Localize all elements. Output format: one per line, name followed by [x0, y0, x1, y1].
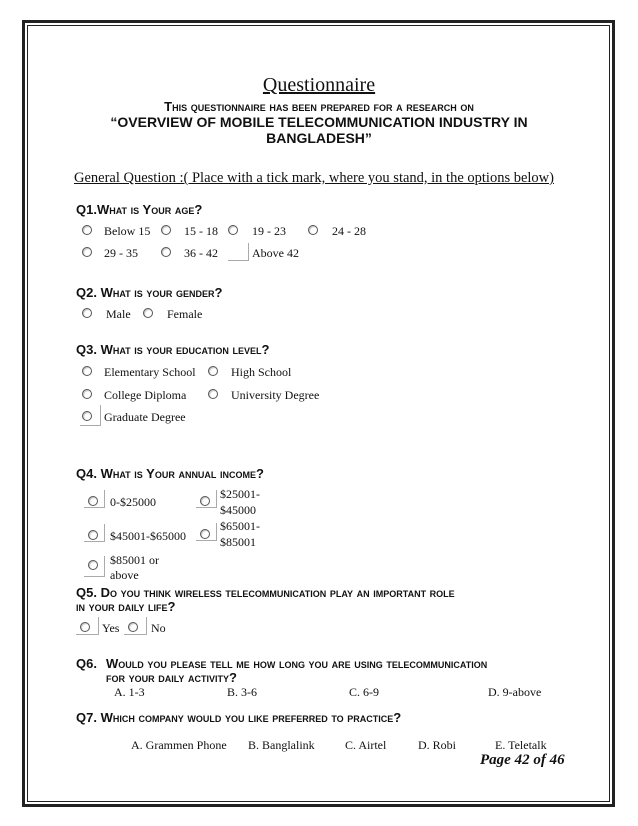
subtitle-line-3: BANGLADESH” — [266, 130, 372, 146]
question-3: Q3. What is your education level? — [76, 342, 270, 357]
option-15-18: 15 - 18 — [184, 224, 218, 238]
option-box-45001-65000 — [84, 524, 105, 542]
radio-high-school[interactable] — [208, 366, 218, 376]
option-9-above[interactable]: D. 9-above — [488, 685, 542, 699]
subtitle-line-1: This questionnaire has been prepared for a research on — [164, 99, 474, 114]
option-teletalk[interactable]: E. Teletalk — [495, 738, 547, 752]
radio-male[interactable] — [82, 308, 92, 318]
option-grammen-phone[interactable]: A. Grammen Phone — [131, 738, 227, 752]
option-25001-45000-line1: $25001- — [220, 487, 260, 501]
radio-university-degree[interactable] — [208, 389, 218, 399]
document-title: Questionnaire — [262, 74, 376, 96]
option-box-graduate — [80, 405, 101, 426]
option-above-42: Above 42 — [252, 246, 299, 260]
option-box-25001-45000 — [196, 490, 217, 508]
question-1 — [76, 202, 202, 217]
radio-college-diploma[interactable] — [82, 389, 92, 399]
option-65001-85001-line2: $85001 — [220, 535, 256, 549]
option-robi[interactable]: D. Robi — [418, 738, 457, 752]
option-high-school: High School — [231, 365, 292, 379]
option-24-28: 24 - 28 — [332, 224, 366, 238]
option-25001-45000-line2: $45000 — [220, 503, 256, 517]
question-7: Q7. Which company would you like preferred to practice? — [76, 710, 402, 725]
option-female: Female — [167, 307, 203, 321]
radio-female[interactable] — [143, 308, 153, 318]
option-1-3[interactable]: A. 1-3 — [114, 685, 145, 699]
option-university-degree: University Degree — [231, 388, 320, 402]
option-no: No — [151, 621, 166, 635]
option-airtel[interactable]: C. Airtel — [345, 738, 387, 752]
checkbox-above-42[interactable] — [228, 243, 249, 261]
option-box-85001-above — [84, 556, 105, 577]
radio-15-18[interactable] — [161, 225, 171, 235]
option-19-23: 19 - 23 — [252, 224, 286, 238]
option-36-42: 36 - 42 — [184, 246, 218, 260]
option-0-25000: 0-$25000 — [110, 495, 156, 509]
question-2: Q2. What is your gender? — [76, 285, 223, 300]
subtitle-line-2: “OVERVIEW OF MOBILE TELECOMMUNICATION INDUSTRY IN — [110, 114, 528, 130]
question-6-line-1: Would you please tell me how long you are using telecommunication — [106, 656, 488, 671]
option-college-diploma: College Diploma — [104, 388, 187, 402]
question-1-prefix: Q1 — [76, 202, 94, 217]
option-65001-85001-line1: $65001- — [220, 519, 260, 533]
option-6-9[interactable]: C. 6-9 — [349, 685, 379, 699]
radio-29-35[interactable] — [82, 247, 92, 257]
option-45001-65000: $45001-$65000 — [110, 529, 186, 543]
option-yes: Yes — [102, 621, 120, 635]
question-5-line-1: Q5. Do you think wireless telecommunication play an important role — [76, 585, 455, 600]
option-graduate-degree: Graduate Degree — [104, 410, 186, 424]
option-85001-above-line2: above — [110, 568, 139, 582]
question-1-text: .What is Your age? — [93, 202, 203, 217]
radio-24-28[interactable] — [308, 225, 318, 235]
option-box-0-25000 — [84, 490, 105, 508]
option-banglalink[interactable]: B. Banglalink — [248, 738, 315, 752]
option-box-yes — [76, 617, 99, 635]
radio-below-15[interactable] — [82, 225, 92, 235]
option-box-65001-85001 — [196, 523, 217, 541]
question-6-prefix: Q6. — [76, 656, 97, 671]
option-elementary-school: Elementary School — [104, 365, 196, 379]
option-29-35: 29 - 35 — [104, 246, 138, 260]
radio-elementary-school[interactable] — [82, 366, 92, 376]
page-number: Page 42 of 46 — [480, 752, 565, 768]
question-5-line-2: in your daily life? — [76, 599, 176, 614]
radio-36-42[interactable] — [161, 247, 171, 257]
option-below-15: Below 15 — [104, 224, 151, 238]
question-6-line-2: for your daily activity? — [106, 670, 237, 685]
option-box-no — [124, 617, 147, 635]
option-male: Male — [106, 307, 131, 321]
question-4: Q4. What is Your annual income? — [76, 466, 264, 481]
general-question-instruction: General Question :( Place with a tick mark, where you stand, in the options below) — [74, 170, 554, 186]
option-3-6[interactable]: B. 3-6 — [227, 685, 257, 699]
radio-19-23[interactable] — [228, 225, 238, 235]
option-85001-above-line1: $85001 or — [110, 553, 159, 567]
